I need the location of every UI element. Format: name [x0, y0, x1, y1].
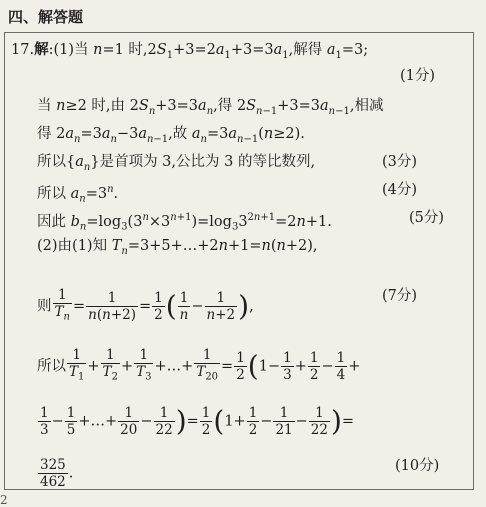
points-11: (10分): [395, 458, 440, 474]
points-1: (1分): [400, 68, 436, 84]
line-6: 因此 $b_n=\log_3(3^n\times 3^{n+1})=\log_33^{2n+1}=2n+1$.: [37, 212, 332, 233]
section-heading: 四、解答题: [8, 8, 84, 26]
line-11: $\frac{325}{462}$ .: [40, 457, 74, 490]
line-10: $\frac{1}{3}$ − $\frac{1}{5}$ +…+ $\frac{1}{20}$ − $\frac{1}{22}$ )= $\frac{1}{2}$ (1+ $\frac{1}{2}$ − $\frac{1}{21}$ − $\frac{1}{22}$ )=: [40, 404, 355, 438]
line-5: 所以 $a_n=3^n$.: [37, 184, 119, 205]
points-5: (4分): [382, 182, 418, 198]
points-6: (5分): [409, 210, 445, 226]
answer-box: [4, 32, 474, 490]
line-3: 得 $2a_n=3a_n-3a_{n-1}$,故 $a_n=3a_{n-1}(n\ge 2)$.: [37, 126, 305, 145]
line-7: (2)由(1)知 $T_n=3+5+\dots+2n+1=n(n+2)$,: [37, 238, 318, 257]
line-8: 则 $\frac{1}{T_n}$ = $\frac{1}{n(n+2)}$ = $\frac{1}{2}$ ( $\frac{1}{n}$ − $\frac{1}{n+2}$ ),: [37, 287, 254, 323]
points-4: (3分): [382, 154, 418, 170]
line-4: 所以$\{a_n\}$是首项为 3,公比为 3 的等比数列,: [37, 154, 316, 173]
line-2: 当 n≥2 时,由 $2S_n+3=3a_n$,得 $2S_{n-1}+3=3a_{n-1}$,相减: [37, 98, 384, 117]
page-number: 2: [0, 493, 8, 507]
line-9: 所以 $\frac{1}{T_1}$ + $\frac{1}{T_2}$ + $\frac{1}{T_3}$ +…+ $\frac{1}{T_{20}}$ = $\frac{1}{2}$ (1− $\frac{1}{3}$ + $\frac{1}{2}$ − $\frac{1}{4}$ +: [37, 347, 361, 383]
points-8: (7分): [382, 288, 418, 304]
line-1: 17.解:(1)当 n=1 时$,2S_1+3=2a_1+3=3a_1$,解得 $a_1=3$;: [11, 42, 369, 61]
